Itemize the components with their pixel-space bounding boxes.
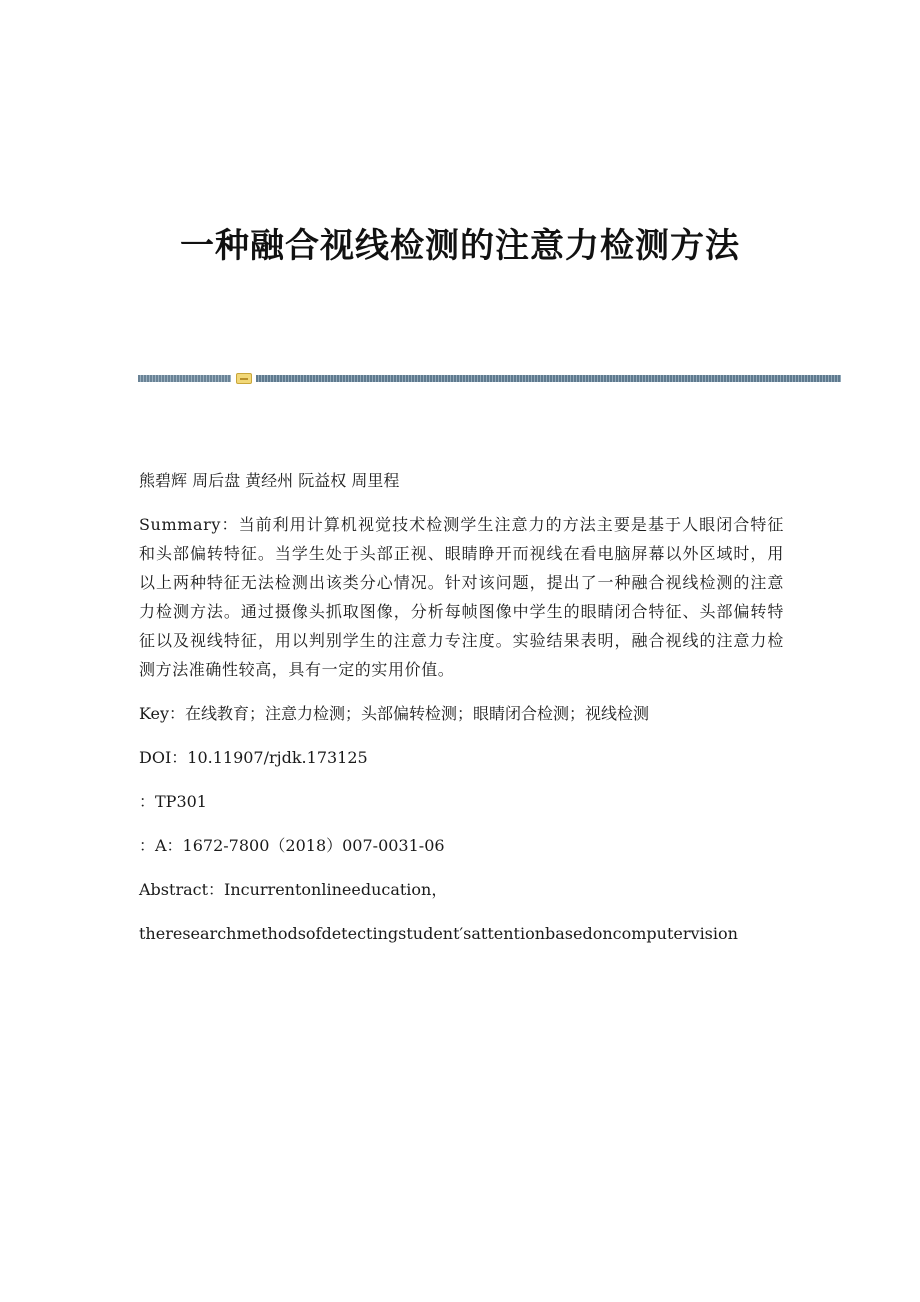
- divider-ornament-icon: [236, 373, 252, 384]
- title-divider: [138, 373, 841, 384]
- author-list: 熊碧辉 周后盘 黄经州 阮益权 周里程: [139, 471, 400, 490]
- document-body: [139, 466, 784, 948]
- doi-line: DOI：10.11907/rjdk.173125: [139, 748, 368, 767]
- classification-line: ：TP301: [139, 792, 207, 811]
- keywords-line: Key：在线教育；注意力检测；头部偏转检测；眼睛闭合检测；视线检测: [139, 704, 650, 723]
- abstract-line-1: Abstract：Incurrentonlineeducation，: [139, 880, 448, 899]
- divider-bar-right: [256, 375, 841, 382]
- document-title: 一种融合视线检测的注意力检测方法: [180, 226, 740, 266]
- summary-paragraph: [139, 510, 784, 684]
- summary-label: Summary：: [139, 515, 239, 534]
- divider-bar-left: [138, 375, 231, 382]
- summary-text: 当前利用计算机视觉技术检测学生注意力的方法主要是基于人眼闭合特征和头部偏转特征。当学生处于头部正视、眼睛睁开而视线在看电脑屏幕以外区域时，用以上两种特征无法检测出该类分心情况。针对该问题，提出了一种融合视线检测的注意力检测方法。通过摄像头抓取图像，分析每帧图像中学生的眼睛闭合特征、头部偏转特征以及视线特征，用以判别学生的注意力专注度。实验结果表明，融合视线的注意力检测方法准确性较高，具有一定的实用价值。: [139, 515, 785, 679]
- abstract-line-2: theresearchmethodsofdetectingstudent′sattentionbasedoncomputervision: [139, 924, 738, 943]
- article-code-line: ：A：1672-7800（2018）007-0031-06: [139, 836, 445, 855]
